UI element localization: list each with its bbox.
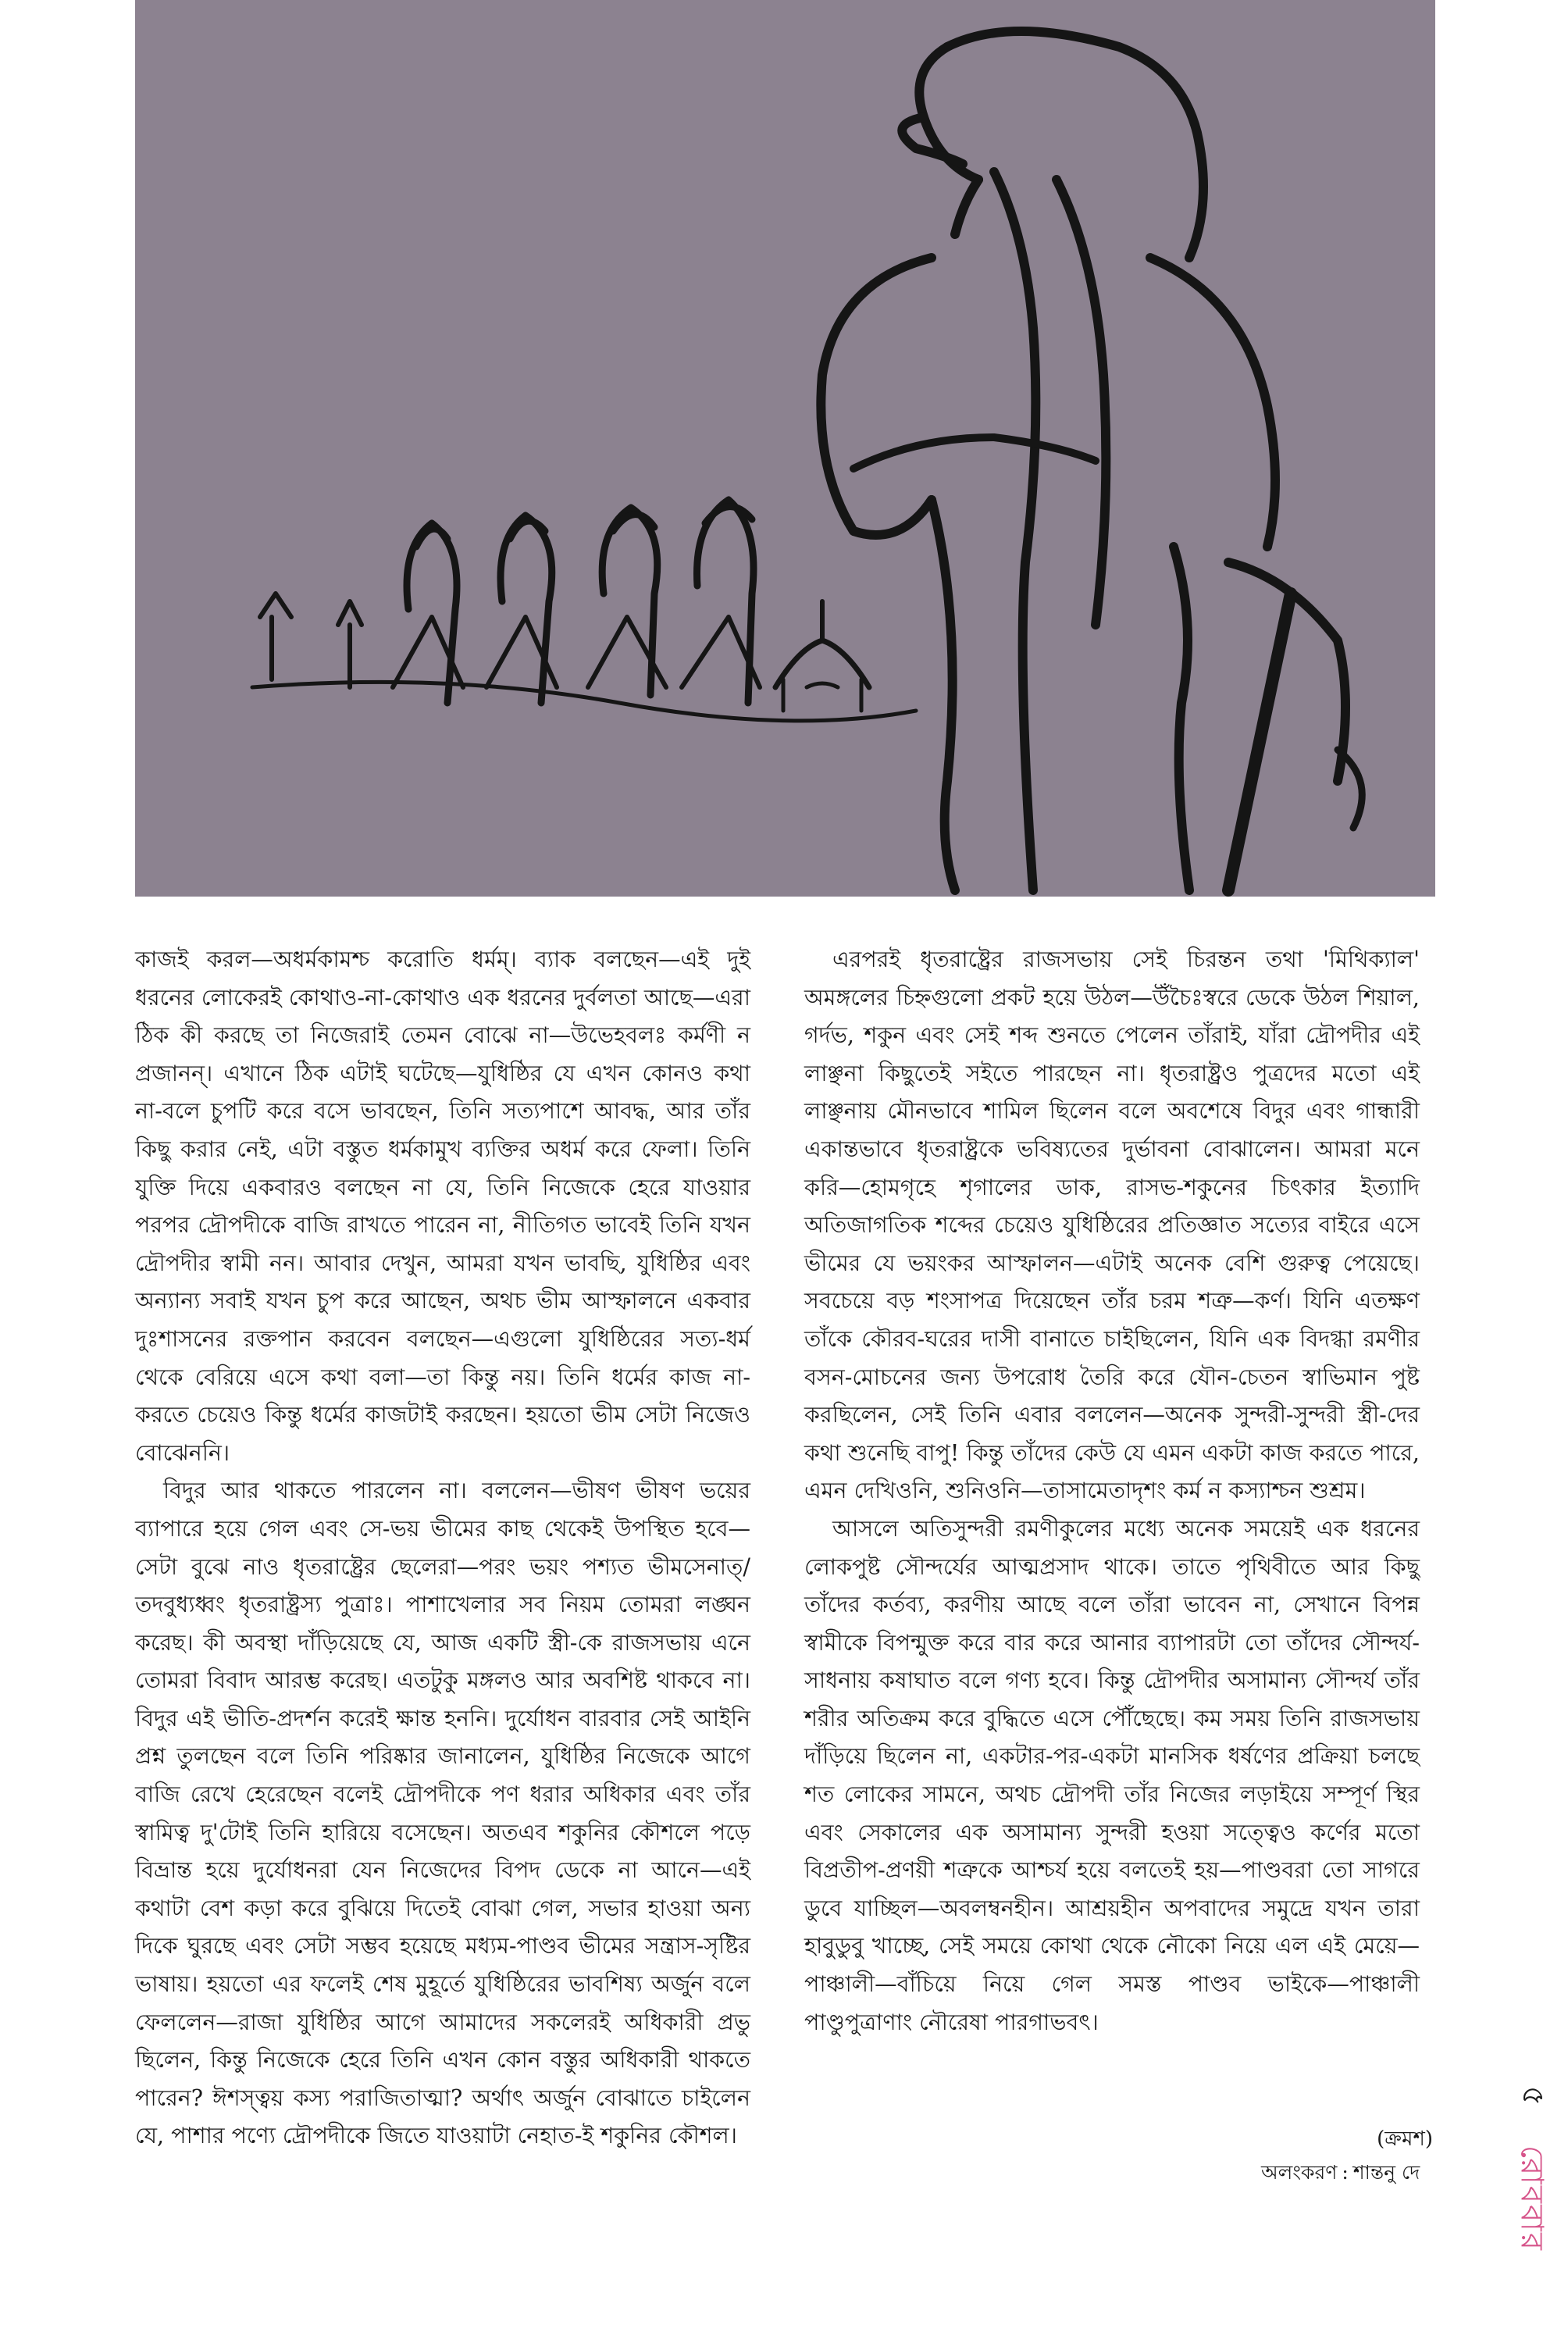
credit-label: অলংকরণ — [1261, 2161, 1338, 2184]
paragraph: আসলে অতিসুন্দরী রমণীকুলের মধ্যে অনেক সময়েই এক ধরনের লোকপুষ্ট সৌন্দর্যের আত্মপ্রসাদ থাকে। তাতে পৃথিবীতে আর কিছু তাঁদের কর্তব্য, করণীয় আছে বলে তাঁরা ভাবেন না, সেখানে বিপন্ন স্বামীকে বিপন্মুক্ত করে বার করে আনার ব্যাপারটা তো তাঁদের সৌন্দর্য-সাধনায় কষাঘাত বলে গণ্য হবে। কিন্তু দ্রৌপদীর অসামান্য সৌন্দর্য তাঁর শরীর অতিক্রম করে বুদ্ধিতে এসে পৌঁছেছে। কম সময় তিনি রাজসভায় দাঁড়িয়ে ছিলেন না, একটার-পর-একটা মানসিক ধর্ষণের প্রক্রিয়া চলছে শত লোকের সামনে, অথচ দ্রৌপদী তাঁর নিজের লড়াইয়ে সম্পূর্ণ স্থির এবং সেকালের এক অসামান্য সুন্দরী হওয়া সত্ত্বেও কর্ণের মতো বিপ্রতীপ-প্রণয়ী শত্রুকে আশ্চর্য হয়ে বলতেই হয়—পাণ্ডবরা তো সাগরে ডুবে যাচ্ছিল—অবলম্বনহীন। আশ্রয়হীন অপবাদের সমুদ্রে যখন তারা হাবুডুবু খাচ্ছে, সেই সময়ে কোথা থেকে নৌকো নিয়ে এল এই মেয়ে—পাঞ্চালী—বাঁচিয়ে নিয়ে গেল সমস্ত পাণ্ডব ভাইকে—পাঞ্চালী পাণ্ডুপুত্রাণাং নৌরেষা পারগাভবৎ। — [804, 1515, 1420, 2035]
paragraph: কাজই করল—অধর্মকামশ্চ করোতি ধর্মম্। ব্যাক বলছেন—এই দুই ধরনের লোকেরই কোথাও-না-কোথাও এক ধরনের দুর্বলতা আছে—এরা ঠিক কী করছে তা নিজেরাই তেমন বোঝে না—উভেহবলঃ কর্মণী ন প্রজানন্। এখানে ঠিক এটাই ঘটেছে—যুধিষ্ঠির যে এখন কোনও কথা না-বলে চুপটি করে বসে ভাবছেন, তিনি সত্যপাশে আবদ্ধ, আর তাঁর কিছু করার নেই, এটা বস্তুত ধর্মকামুখ ব্যক্তির অধর্ম করে ফেলা। তিনি যুক্তি দিয়ে একবারও বলছেন না যে, তিনি নিজেকে হেরে যাওয়ার পরপর দ্রৌপদীকে বাজি রাখতে পারেন না, নীতিগত ভাবেই তিনি যখন দ্রৌপদীর স্বামী নন। আবার দেখুন, আমরা যখন ভাবছি, যুধিষ্ঠির এবং অন্যান্য সবাই যখন চুপ করে আছেন, অথচ ভীম আস্ফালনে একবার দুঃশাসনের রক্তপান করবেন বলছেন—এগুলো যুধিষ্ঠিরের সত্য-ধর্ম থেকে বেরিয়ে এসে কথা বলা—তা কিন্তু নয়। তিনি ধর্মের কাজ না-করতে চেয়েও কিন্তু ধর্মের কাজটাই করছেন। হয়তো ভীম সেটা নিজেও বোঝেননি। — [135, 947, 750, 1466]
credit-separator: : — [1342, 2161, 1349, 2184]
ink-sketch-icon — [135, 0, 1435, 897]
illustration — [135, 0, 1435, 897]
illustration-credit — [1261, 2157, 1420, 2191]
article-column-right — [804, 941, 1420, 2042]
paragraph: বিদুর আর থাকতে পারলেন না। বললেন—ভীষণ ভীষণ ভয়ের ব্যাপারে হয়ে গেল এবং সে-ভয় ভীমের কাছ থেকেই উপস্থিত হবে—সেটা বুঝে নাও ধৃতরাষ্ট্রের ছেলেরা—পরং ভয়ং পশ্যত ভীমসেনাত্/তদবুধ্যধ্বং ধৃতরাষ্ট্রস্য পুত্রাঃ। পাশাখেলার সব নিয়ম তোমরা লঙ্ঘন করেছ। কী অবস্থা দাঁড়িয়েছে যে, আজ একটি স্ত্রী-কে রাজসভায় এনে তোমরা বিবাদ আরম্ভ করেছ। এতটুকু মঙ্গলও আর অবশিষ্ট থাকবে না। বিদুর এই ভীতি-প্রদর্শন করেই ক্ষান্ত হননি। দুর্যোধন বারবার সেই আইনি প্রশ্ন তুলছেন বলে তিনি পরিষ্কার জানালেন, যুধিষ্ঠির নিজেকে আগে বাজি রেখে হেরেছেন বলেই দ্রৌপদীকে পণ ধরার অধিকার এবং তাঁর স্বামিত্ব দু'টোই তিনি হারিয়ে বসেছেন। অতএব শকুনির কৌশলে পড়ে বিভ্রান্ত হয়ে দুর্যোধনরা যেন নিজেদের বিপদ ডেকে না আনে—এই কথাটা বেশ কড়া করে বুঝিয়ে দিতেই বোঝা গেল, সভার হাওয়া অন্য দিকে ঘুরছে এবং সেটা সম্ভব হয়েছে মধ্যম-পাণ্ডব ভীমের সন্ত্রাস-সৃষ্টির ভাষায়। হয়তো এর ফলেই শেষ মুহূর্তে যুধিষ্ঠিরের ভাবশিষ্য অর্জুন বলে ফেললেন—রাজা যুধিষ্ঠির আগে আমাদের সকলেরই অধিকারী প্রভু ছিলেন, কিন্তু নিজেকে হেরে তিনি এখন কোন বস্তুর অধিকারী থাকতে পারেন? ঈশস্ত্বয় কস্য পরাজিতাত্মা? অর্থাৎ অর্জুন বোঝাতে চাইলেন যে, পাশার পণ্যে দ্রৌপদীকে জিতে যাওয়াটা নেহাত-ই শকুনির কৌশল। — [135, 1478, 751, 2149]
running-head — [1509, 2070, 1556, 2252]
continued-note: (ক্রমশ) — [1377, 2127, 1433, 2151]
paragraph: এরপরই ধৃতরাষ্ট্রের রাজসভায় সেই চিরন্তন তথা 'মিথিক্যাল' অমঙ্গলের চিহ্নগুলো প্রকট হয়ে উঠল—উঁচৈঃস্বরে ডেকে উঠল শিয়াল, গর্দভ, শকুন এবং সেই শব্দ শুনতে পেলেন তাঁরাই, যাঁরা দ্রৌপদীর এই লাঞ্ছনা কিছুতেই সইতে পারছেন না। ধৃতরাষ্ট্রও পুত্রদের মতো এই লাঞ্ছনায় মৌনভাবে শামিল ছিলেন বলে অবশেষে বিদুর এবং গান্ধারী একান্তভাবে ধৃতরাষ্ট্রকে ভবিষ্যতের দুর্ভাবনা বোঝালেন। আমরা মনে করি—হোমগৃহে শৃগালের ডাক, রাসভ-শকুনের চিৎকার ইত্যাদি অতিজাগতিক শব্দের চেয়েও যুধিষ্ঠিরের প্রতিজ্ঞাত সত্যের বাইরে এসে ভীমের যে ভয়ংকর আস্ফালন—এটাই অনেক বেশি গুরুত্ব পেয়েছে। সবচেয়ে বড় শংসাপত্র দিয়েছেন তাঁর চরম শত্রু—কর্ণ। যিনি এতক্ষণ তাঁকে কৌরব-ঘরের দাসী বানাতে চাইছিলেন, যিনি এক বিদগ্ধা রমণীর বসন-মোচনের জন্য উপরোধ তৈরি করে যৌন-চেতন স্বাভিমান পুষ্ট করছিলেন, সেই তিনি এবার বললেন—অনেক সুন্দরী-সুন্দরী স্ত্রী-দের কথা শুনেছি বাপু! কিন্তু তাঁদের কেউ যে এমন একটা কাজ করতে পারে, এমন দেখিওনি, শুনিওনি—তাসামেতাদৃশং কর্ম ন কস্যাশ্চন শুশ্রম। — [804, 947, 1420, 1504]
page-number: ৫ — [1515, 2085, 1552, 2106]
article-column-left — [135, 941, 750, 2156]
credit-name: শান্তনু দে — [1352, 2161, 1420, 2184]
magazine-title: রোববার — [1513, 2145, 1550, 2252]
